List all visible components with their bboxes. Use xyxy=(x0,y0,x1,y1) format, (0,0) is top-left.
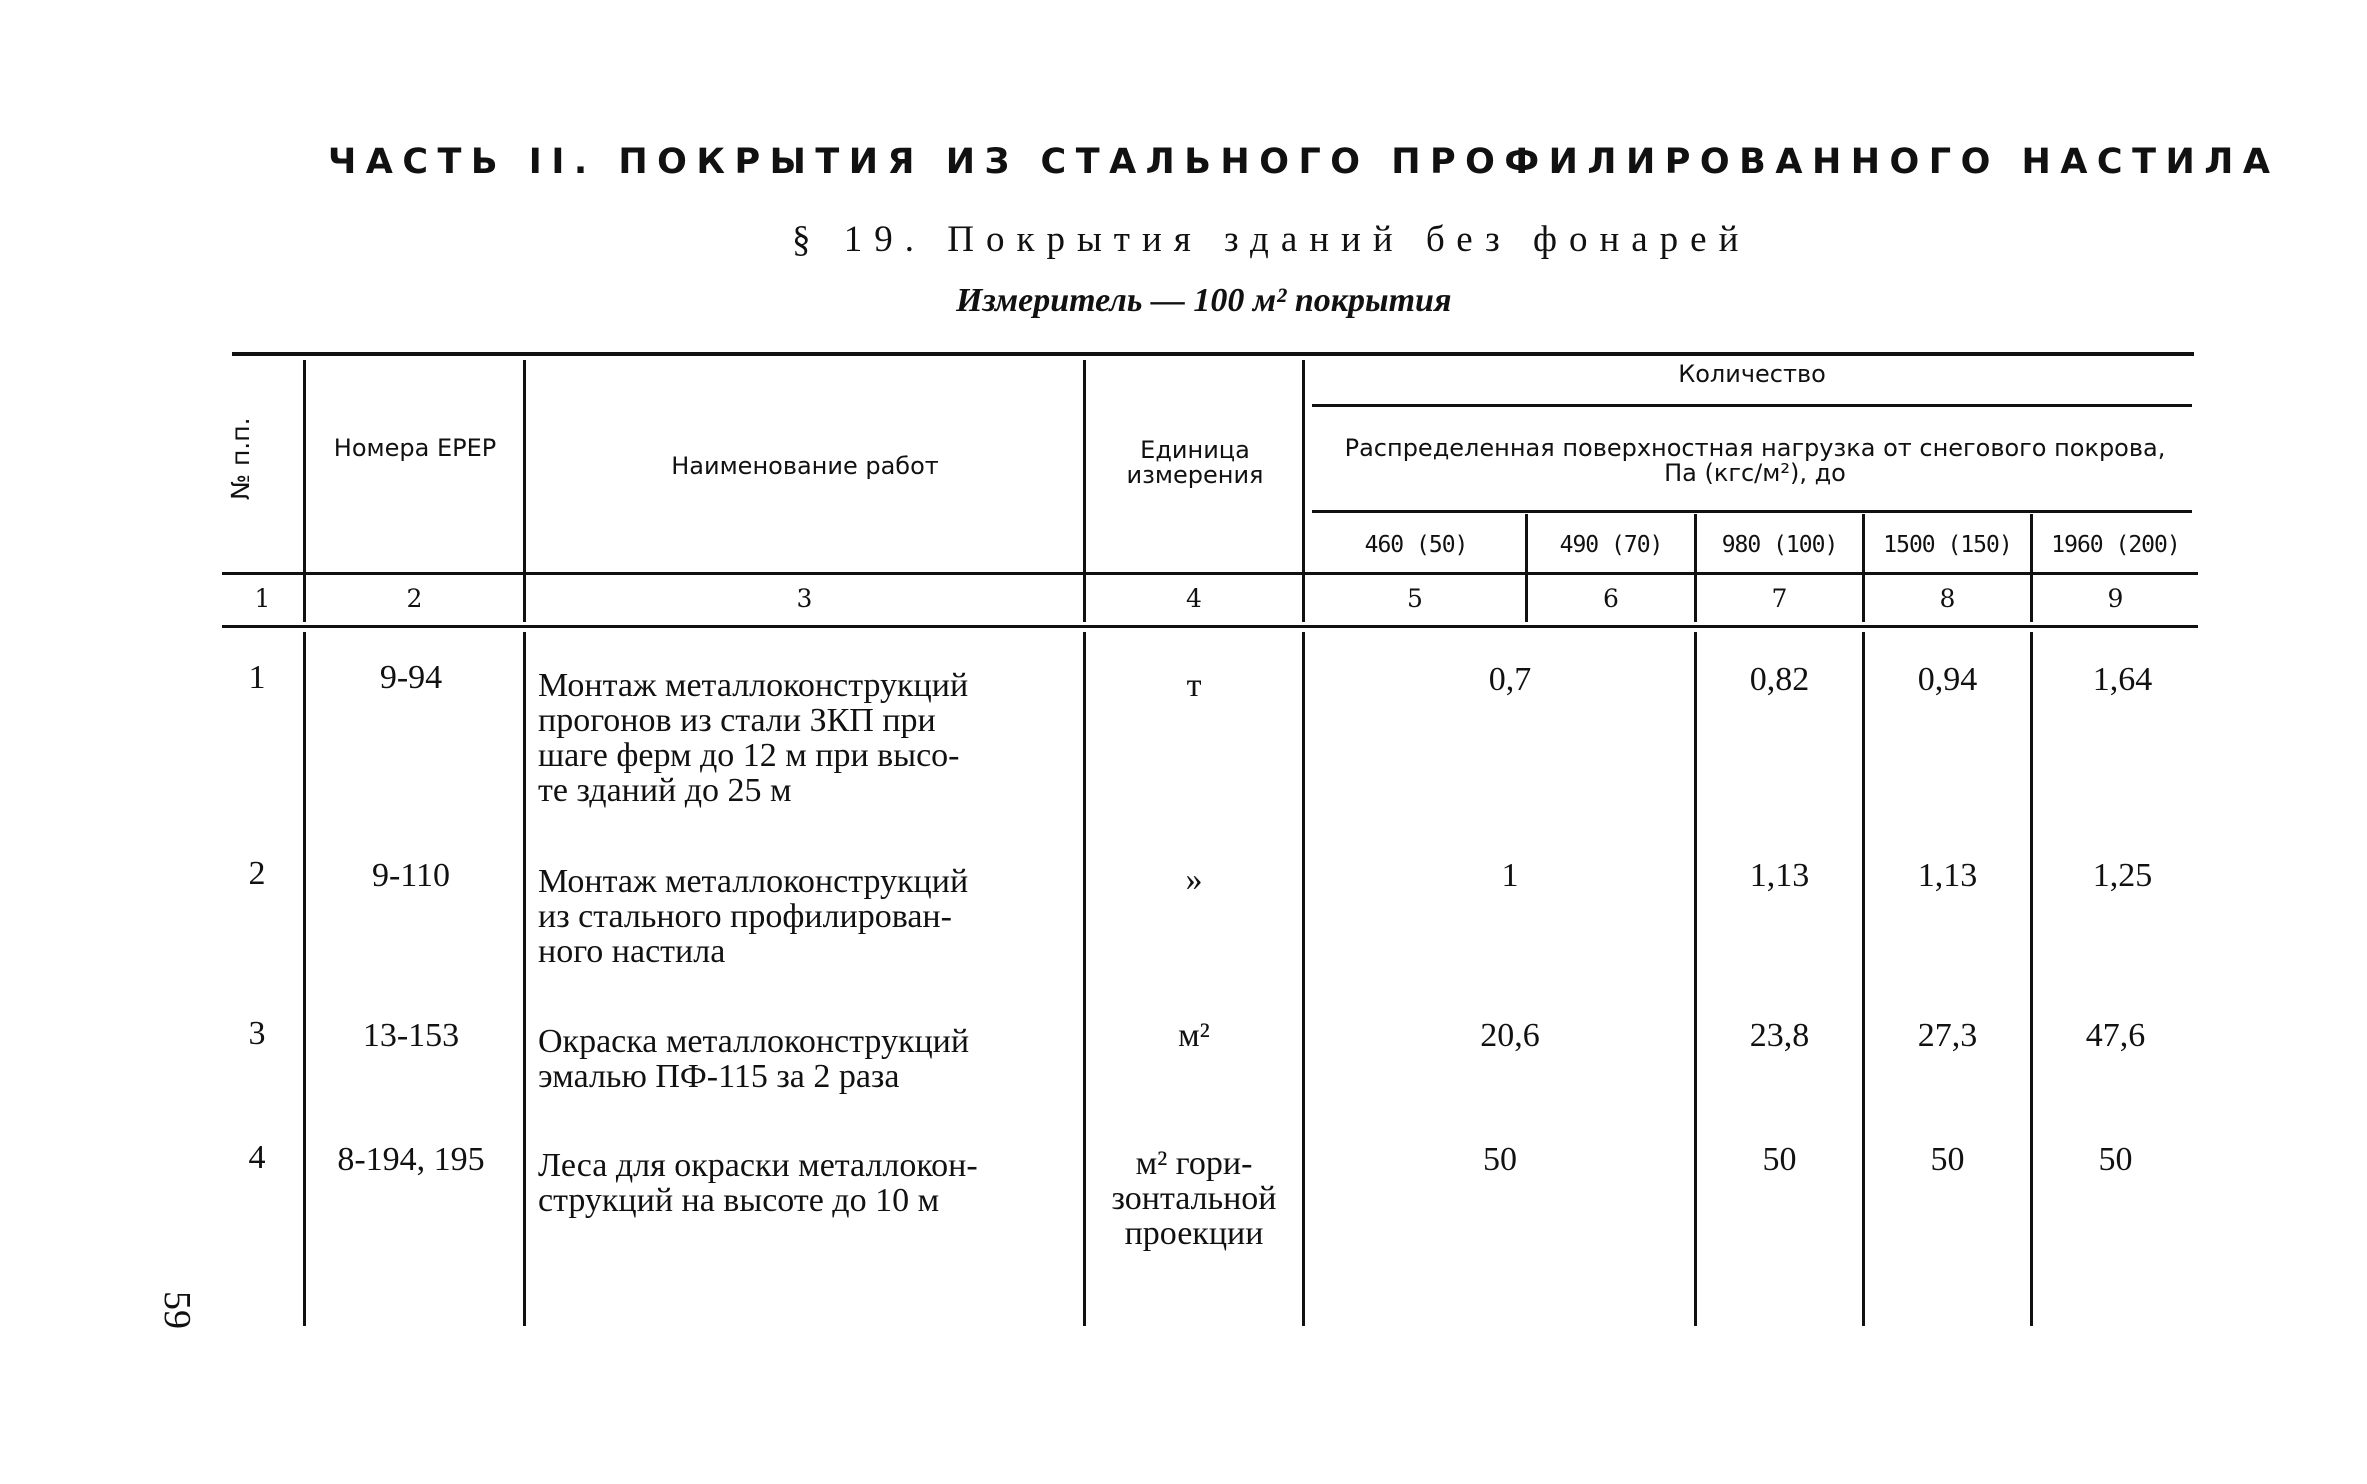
row-1-value-8: 0,94 xyxy=(1917,661,1978,698)
header-quantity: Количество xyxy=(1678,360,1826,388)
colnum-8: 8 xyxy=(1939,584,1956,613)
body-divider-4 xyxy=(1302,632,1305,1326)
row-1-work-line: Монтаж металлоконструкций xyxy=(538,667,969,704)
row-2-value-9: 1,25 xyxy=(2092,857,2153,894)
row-1-work-line: шаге ферм до 12 м при высо- xyxy=(538,737,960,775)
col-divider-2 xyxy=(523,360,526,622)
body-divider-7 xyxy=(1694,632,1697,1326)
row-4-unit-line: м² гори- xyxy=(1135,1145,1253,1182)
row-1-work-line: те зданий до 25 м xyxy=(538,772,792,810)
header-load-col-490: 490 (70) xyxy=(1559,532,1663,558)
row-2-value-5-6: 1 xyxy=(1501,857,1519,894)
row-3-value-5-6: 20,6 xyxy=(1480,1017,1540,1054)
column-numbers-rule xyxy=(222,625,2198,628)
row-2-value-7: 1,13 xyxy=(1749,857,1810,894)
row-3-value-7: 23,8 xyxy=(1749,1017,1810,1054)
page-number: 59 xyxy=(156,1291,198,1329)
col-divider-1 xyxy=(303,360,306,622)
row-3-work-name xyxy=(538,1024,1064,1094)
row-1-number: 1 xyxy=(248,659,266,696)
row-4-value-7: 50 xyxy=(1762,1141,1797,1178)
row-2-work-line: из стального профилирован- xyxy=(538,898,952,936)
header-work-name: Наименование работ xyxy=(671,452,939,480)
row-2-unit: » xyxy=(1185,861,1203,898)
row-4-work-name xyxy=(538,1148,1064,1218)
row-4-work-line: Леса для окраски металлокон- xyxy=(538,1147,978,1184)
load-caption-underline xyxy=(1312,510,2192,513)
col-divider-4 xyxy=(1302,360,1305,622)
header-load-col-460: 460 (50) xyxy=(1364,532,1468,558)
row-1-erer: 9-94 xyxy=(379,659,443,696)
colnum-1: 1 xyxy=(254,584,271,613)
part-title: ЧАСТЬ II. ПОКРЫТИЯ ИЗ СТАЛЬНОГО ПРОФИЛИРОВАННОГО НАСТИЛА xyxy=(328,142,2280,182)
colnum-5: 5 xyxy=(1407,584,1423,613)
row-4-unit-line: зонтальной xyxy=(1111,1180,1277,1218)
body-divider-2 xyxy=(523,632,526,1326)
colnum-4: 4 xyxy=(1186,584,1202,613)
row-2-number: 2 xyxy=(248,855,266,892)
colnum-9: 9 xyxy=(2107,584,2124,613)
row-3-unit: м² xyxy=(1178,1017,1210,1054)
measurement-unit-line: Измеритель — 100 м² покрытия xyxy=(956,282,1452,319)
body-divider-8 xyxy=(1862,632,1865,1326)
row-2-erer: 9-110 xyxy=(371,857,451,894)
row-4-value-9: 50 xyxy=(2098,1141,2133,1178)
colnum-7: 7 xyxy=(1771,584,1788,613)
section-title: § 19. Покрытия зданий без фонарей xyxy=(792,219,1751,260)
header-load-col-1960: 1960 (200) xyxy=(2051,532,2180,558)
row-1-value-5-6: 0,7 xyxy=(1488,661,1532,698)
colnum-3: 3 xyxy=(796,584,813,613)
header-load-caption: Распределенная поверхностная нагрузка от снегового покрова, Па (кгс/м²), до xyxy=(1344,434,2166,488)
colnum-6: 6 xyxy=(1603,584,1619,613)
row-2-work-line: ного настила xyxy=(538,933,726,971)
table-top-rule xyxy=(232,352,2194,356)
header-bottom-rule xyxy=(222,572,2198,575)
header-unit: Единица измерения xyxy=(1126,436,1264,490)
col-divider-3 xyxy=(1083,360,1086,622)
row-1-unit: т xyxy=(1186,667,1202,704)
row-3-number: 3 xyxy=(248,1015,266,1052)
row-2-work-line: Монтаж металлоконструкций xyxy=(538,863,969,900)
quantity-underline xyxy=(1312,404,2192,407)
header-load-col-980: 980 (100) xyxy=(1721,532,1838,558)
row-4-value-5-6: 50 xyxy=(1483,1141,1517,1178)
row-1-work-line: прогонов из стали ЗКП при xyxy=(538,702,936,740)
header-erer: Номера ЕРЕР xyxy=(333,434,497,462)
body-divider-1 xyxy=(303,632,306,1326)
row-4-work-line: струкций на высоте до 10 м xyxy=(538,1182,940,1220)
header-load-col-1500: 1500 (150) xyxy=(1883,532,2012,558)
row-1-work-name xyxy=(538,668,1064,808)
body-divider-9 xyxy=(2030,632,2033,1326)
row-1-value-7: 0,82 xyxy=(1749,661,1810,698)
row-4-erer: 8-194, 195 xyxy=(337,1141,485,1178)
row-4-unit-line: проекции xyxy=(1124,1215,1264,1253)
row-3-work-line: эмалью ПФ-115 за 2 раза xyxy=(538,1058,900,1096)
row-1-value-9: 1,64 xyxy=(2092,661,2153,698)
row-4-unit xyxy=(1086,1146,1302,1251)
row-2-value-8: 1,13 xyxy=(1917,857,1978,894)
header-row-number: № п.п. xyxy=(226,417,255,500)
row-3-value-8: 27,3 xyxy=(1917,1017,1978,1054)
row-3-work-line: Окраска металлоконструкций xyxy=(538,1023,970,1060)
row-3-value-9: 47,6 xyxy=(2085,1017,2146,1054)
colnum-2: 2 xyxy=(406,584,423,613)
row-4-number: 4 xyxy=(248,1139,266,1176)
row-3-erer: 13-153 xyxy=(362,1017,460,1054)
row-2-work-name xyxy=(538,864,1064,969)
row-4-value-8: 50 xyxy=(1930,1141,1965,1178)
